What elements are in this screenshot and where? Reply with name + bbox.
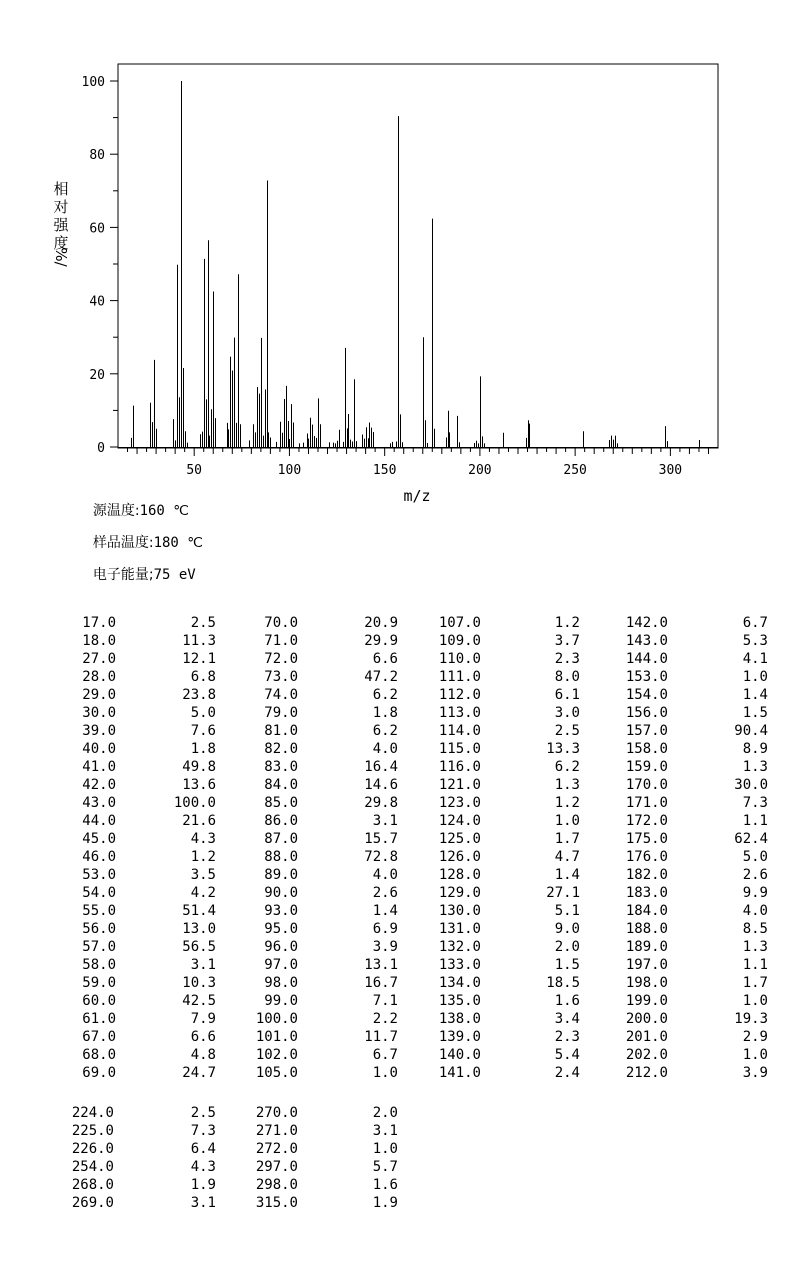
intensity-cell: 14.6 [364,777,398,793]
intensity-cell: 4.0 [372,741,398,757]
mz-cell: 71.0 [264,633,298,649]
intensity-cell: 4.7 [554,849,580,865]
intensity-cell: 8.9 [742,741,768,757]
intensity-cell: 1.9 [190,1177,216,1193]
intensity-cell: 15.7 [364,831,398,847]
mz-cell: 202.0 [625,1047,668,1063]
intensity-cell: 2.9 [742,1029,768,1045]
intensity-cell: 2.0 [554,939,580,955]
intensity-cell: 72.8 [364,849,398,865]
intensity-column [500,614,580,1082]
electron-energy-value: 75 eV [153,567,196,583]
mz-cell: 157.0 [625,723,668,739]
mz-cell: 121.0 [438,777,481,793]
sample-temperature-label: 样品温度: [92,535,154,551]
y-tick-label: 80 [89,148,105,164]
mz-cell: 297.0 [255,1159,298,1175]
intensity-cell: 13.0 [182,921,216,937]
intensity-cell: 7.3 [190,1123,216,1139]
mz-cell: 67.0 [82,1029,116,1045]
mz-cell: 182.0 [625,867,668,883]
intensity-cell: 2.5 [190,615,216,631]
intensity-cell: 56.5 [182,939,216,955]
intensity-cell: 1.0 [742,1047,768,1063]
intensity-cell: 1.7 [742,975,768,991]
intensity-cell: 1.8 [190,741,216,757]
intensity-cell: 3.1 [372,813,398,829]
y-label-char: 对 [53,198,69,216]
mz-cell: 112.0 [438,687,481,703]
mz-cell: 184.0 [625,903,668,919]
intensity-cell: 7.3 [742,795,768,811]
y-tick-label: 60 [89,221,105,237]
intensity-cell: 1.4 [554,867,580,883]
mz-cell: 61.0 [82,1011,116,1027]
x-tick-label: 150 [372,463,397,478]
mz-cell: 69.0 [82,1065,116,1081]
intensity-cell: 11.7 [364,1029,398,1045]
x-axis-ticks [128,448,709,478]
mz-cell: 83.0 [264,759,298,775]
intensity-column [136,1104,216,1212]
mz-cell: 68.0 [82,1047,116,1063]
mz-cell: 70.0 [264,615,298,631]
intensity-cell: 6.1 [554,687,580,703]
mz-cell: 102.0 [255,1047,298,1063]
mz-cell: 17.0 [82,615,116,631]
mz-cell: 27.0 [82,651,116,667]
mz-cell: 40.0 [82,741,116,757]
mz-cell: 126.0 [438,849,481,865]
mz-cell: 271.0 [255,1123,298,1139]
x-tick-label: 250 [563,463,587,478]
mz-cell: 170.0 [625,777,668,793]
intensity-cell: 1.6 [372,1177,398,1193]
intensity-cell: 5.0 [742,849,768,865]
sample-temperature-value: 180 ℃ [153,535,204,551]
intensity-cell: 1.2 [190,849,216,865]
intensity-cell: 19.3 [734,1011,768,1027]
mz-cell: 28.0 [82,669,116,685]
intensity-cell: 30.0 [734,777,768,793]
mz-cell: 144.0 [625,651,668,667]
intensity-cell: 49.8 [182,759,216,775]
intensity-cell: 3.9 [742,1065,768,1081]
intensity-cell: 1.3 [742,759,768,775]
intensity-cell: 47.2 [364,669,398,685]
y-label-char: 相 [53,180,69,198]
intensity-column [136,614,216,1082]
intensity-cell: 51.4 [182,903,216,919]
intensity-cell: 6.2 [554,759,580,775]
mz-cell: 44.0 [82,813,116,829]
x-axis-label: m/z [403,487,431,505]
intensity-cell: 2.0 [372,1105,398,1121]
mz-cell: 116.0 [438,759,481,775]
intensity-cell: 2.6 [372,885,398,901]
intensity-cell: 1.9 [372,1195,398,1211]
intensity-cell: 21.6 [182,813,216,829]
mz-column [588,614,668,1082]
intensity-cell: 6.2 [372,687,398,703]
mz-cell: 105.0 [255,1065,298,1081]
intensity-cell: 8.0 [554,669,580,685]
mz-column [36,614,116,1082]
y-tick-label: 100 [81,75,105,90]
intensity-cell: 9.0 [554,921,580,937]
sample-temperature [76,516,203,552]
intensity-cell: 1.0 [372,1141,398,1157]
intensity-cell: 6.7 [742,615,768,631]
intensity-cell: 13.6 [182,777,216,793]
intensity-cell: 1.2 [554,615,580,631]
intensity-cell: 100.0 [173,795,216,811]
intensity-cell: 4.3 [190,1159,216,1175]
mz-cell: 18.0 [82,633,116,649]
mz-cell: 138.0 [438,1011,481,1027]
intensity-cell: 1.6 [554,993,580,1009]
mz-cell: 45.0 [82,831,116,847]
intensity-cell: 16.7 [364,975,398,991]
intensity-cell: 1.2 [554,795,580,811]
y-label-char: 度 [53,234,69,252]
mz-cell: 55.0 [82,903,116,919]
intensity-cell: 3.0 [554,705,580,721]
mz-cell: 133.0 [438,957,481,973]
mass-spectrum-chart [0,0,794,510]
mz-cell: 156.0 [625,705,668,721]
intensity-cell: 4.0 [372,867,398,883]
y-axis-ticks [82,75,118,456]
mz-cell: 53.0 [82,867,116,883]
intensity-cell: 3.1 [190,957,216,973]
mz-cell: 315.0 [255,1195,298,1211]
intensity-cell: 4.0 [742,903,768,919]
intensity-cell: 20.9 [364,615,398,631]
mz-column [401,614,481,1082]
intensity-cell: 16.4 [364,759,398,775]
mz-cell: 54.0 [82,885,116,901]
mz-cell: 201.0 [625,1029,668,1045]
mz-cell: 197.0 [625,957,668,973]
y-tick-label: 40 [89,294,105,310]
mz-cell: 270.0 [255,1105,298,1121]
mz-cell: 58.0 [82,957,116,973]
y-label-char: %/ [52,247,70,267]
mz-cell: 46.0 [82,849,116,865]
mz-cell: 96.0 [264,939,298,955]
mz-cell: 135.0 [438,993,481,1009]
intensity-cell: 7.1 [372,993,398,1009]
intensity-cell: 6.7 [372,1047,398,1063]
intensity-cell: 2.4 [554,1065,580,1081]
mz-cell: 183.0 [625,885,668,901]
mz-cell: 199.0 [625,993,668,1009]
intensity-cell: 3.1 [190,1195,216,1211]
intensity-cell: 4.8 [190,1047,216,1063]
intensity-cell: 4.3 [190,831,216,847]
intensity-cell: 1.4 [372,903,398,919]
mz-cell: 74.0 [264,687,298,703]
mz-cell: 154.0 [625,687,668,703]
x-tick-label: 200 [468,463,492,478]
mz-cell: 99.0 [264,993,298,1009]
intensity-cell: 90.4 [734,723,768,739]
intensity-column [318,1104,398,1212]
mz-cell: 159.0 [625,759,668,775]
mz-cell: 114.0 [438,723,481,739]
intensity-cell: 5.3 [742,633,768,649]
intensity-cell: 7.9 [190,1011,216,1027]
mz-column [218,614,298,1082]
intensity-cell: 10.3 [182,975,216,991]
intensity-cell: 6.6 [372,651,398,667]
mz-cell: 132.0 [438,939,481,955]
mz-cell: 200.0 [625,1011,668,1027]
mz-cell: 140.0 [438,1047,481,1063]
mz-cell: 142.0 [625,615,668,631]
intensity-cell: 2.5 [190,1105,216,1121]
mz-cell: 131.0 [438,921,481,937]
intensity-cell: 1.0 [554,813,580,829]
intensity-cell: 3.4 [554,1011,580,1027]
intensity-cell: 9.9 [742,885,768,901]
mz-cell: 56.0 [82,921,116,937]
mz-cell: 79.0 [264,705,298,721]
intensity-cell: 4.1 [742,651,768,667]
mz-cell: 60.0 [82,993,116,1009]
mz-cell: 143.0 [625,633,668,649]
mz-cell: 84.0 [264,777,298,793]
intensity-cell: 8.5 [742,921,768,937]
mz-cell: 139.0 [438,1029,481,1045]
intensity-cell: 1.4 [742,687,768,703]
mz-cell: 189.0 [625,939,668,955]
y-axis-label [52,180,70,268]
mz-cell: 224.0 [71,1105,114,1121]
source-temperature [76,484,189,520]
mz-cell: 172.0 [625,813,668,829]
mz-cell: 226.0 [71,1141,114,1157]
mz-cell: 100.0 [255,1011,298,1027]
mz-cell: 101.0 [255,1029,298,1045]
mz-cell: 212.0 [625,1065,668,1081]
intensity-cell: 2.2 [372,1011,398,1027]
mz-cell: 134.0 [438,975,481,991]
mz-cell: 115.0 [438,741,481,757]
intensity-cell: 27.1 [546,885,580,901]
intensity-cell: 1.8 [372,705,398,721]
mz-cell: 254.0 [71,1159,114,1175]
mz-cell: 113.0 [438,705,481,721]
mz-cell: 82.0 [264,741,298,757]
intensity-cell: 1.7 [554,831,580,847]
intensity-cell: 1.5 [554,957,580,973]
intensity-cell: 1.5 [742,705,768,721]
intensity-cell: 1.3 [742,939,768,955]
mz-cell: 198.0 [625,975,668,991]
mz-cell: 98.0 [264,975,298,991]
mz-cell: 125.0 [438,831,481,847]
mz-cell: 128.0 [438,867,481,883]
intensity-cell: 6.4 [190,1141,216,1157]
y-tick-label: 20 [89,367,105,383]
mz-cell: 57.0 [82,939,116,955]
intensity-column [318,614,398,1082]
mz-cell: 81.0 [264,723,298,739]
intensity-cell: 1.0 [742,993,768,1009]
mz-cell: 29.0 [82,687,116,703]
intensity-cell: 3.9 [372,939,398,955]
source-temperature-value: 160 ℃ [139,503,190,519]
intensity-cell: 2.3 [554,651,580,667]
intensity-cell: 2.3 [554,1029,580,1045]
intensity-cell: 29.9 [364,633,398,649]
mz-cell: 109.0 [438,633,481,649]
mz-cell: 175.0 [625,831,668,847]
mz-cell: 42.0 [82,777,116,793]
intensity-cell: 42.5 [182,993,216,1009]
mz-cell: 153.0 [625,669,668,685]
mz-cell: 39.0 [82,723,116,739]
electron-energy-label: 电子能量; [92,567,154,583]
intensity-cell: 5.4 [554,1047,580,1063]
intensity-cell: 6.2 [372,723,398,739]
mz-column [218,1104,298,1212]
intensity-cell: 1.1 [742,813,768,829]
mz-cell: 171.0 [625,795,668,811]
mz-cell: 97.0 [264,957,298,973]
mz-cell: 129.0 [438,885,481,901]
mz-cell: 85.0 [264,795,298,811]
intensity-cell: 62.4 [734,831,768,847]
y-tick-label: 0 [97,441,105,456]
mz-cell: 73.0 [264,669,298,685]
intensity-cell: 3.7 [554,633,580,649]
mz-cell: 298.0 [255,1177,298,1193]
intensity-cell: 23.8 [182,687,216,703]
intensity-cell: 4.2 [190,885,216,901]
mz-cell: 268.0 [71,1177,114,1193]
mz-cell: 141.0 [438,1065,481,1081]
intensity-column [688,614,768,1082]
mz-cell: 124.0 [438,813,481,829]
intensity-cell: 13.3 [546,741,580,757]
mz-cell: 95.0 [264,921,298,937]
intensity-cell: 5.1 [554,903,580,919]
electron-energy [76,548,196,584]
intensity-cell: 1.0 [372,1065,398,1081]
intensity-cell: 1.0 [742,669,768,685]
spectrum-peaks [132,81,700,447]
mz-cell: 86.0 [264,813,298,829]
intensity-cell: 24.7 [182,1065,216,1081]
intensity-cell: 5.0 [190,705,216,721]
x-tick-label: 100 [277,463,302,478]
x-tick-label: 50 [186,463,203,478]
intensity-cell: 5.7 [372,1159,398,1175]
source-temperature-label: 源温度: [92,503,140,519]
mz-cell: 87.0 [264,831,298,847]
intensity-cell: 11.3 [182,633,216,649]
intensity-cell: 6.6 [190,1029,216,1045]
mz-cell: 188.0 [625,921,668,937]
mz-cell: 43.0 [82,795,116,811]
intensity-cell: 12.1 [182,651,216,667]
intensity-cell: 1.3 [554,777,580,793]
mz-cell: 93.0 [264,903,298,919]
mz-cell: 269.0 [71,1195,114,1211]
mz-cell: 111.0 [438,669,481,685]
intensity-cell: 1.1 [742,957,768,973]
mz-cell: 110.0 [438,651,481,667]
intensity-cell: 18.5 [546,975,580,991]
mz-cell: 59.0 [82,975,116,991]
mz-cell: 72.0 [264,651,298,667]
mz-cell: 88.0 [264,849,298,865]
mz-cell: 107.0 [438,615,481,631]
mz-cell: 130.0 [438,903,481,919]
intensity-cell: 7.6 [190,723,216,739]
y-label-char: 强 [53,216,69,234]
intensity-cell: 3.5 [190,867,216,883]
intensity-cell: 13.1 [364,957,398,973]
intensity-cell: 29.8 [364,795,398,811]
x-tick-label: 300 [658,463,683,478]
mz-cell: 30.0 [82,705,116,721]
mz-cell: 176.0 [625,849,668,865]
mz-column [34,1104,114,1212]
mz-cell: 89.0 [264,867,298,883]
mz-cell: 158.0 [625,741,668,757]
intensity-cell: 6.9 [372,921,398,937]
intensity-cell: 6.8 [190,669,216,685]
mz-cell: 90.0 [264,885,298,901]
intensity-cell: 2.6 [742,867,768,883]
mz-cell: 41.0 [82,759,116,775]
intensity-cell: 3.1 [372,1123,398,1139]
intensity-cell: 2.5 [554,723,580,739]
mz-cell: 123.0 [438,795,481,811]
mz-cell: 272.0 [255,1141,298,1157]
mz-cell: 225.0 [71,1123,114,1139]
